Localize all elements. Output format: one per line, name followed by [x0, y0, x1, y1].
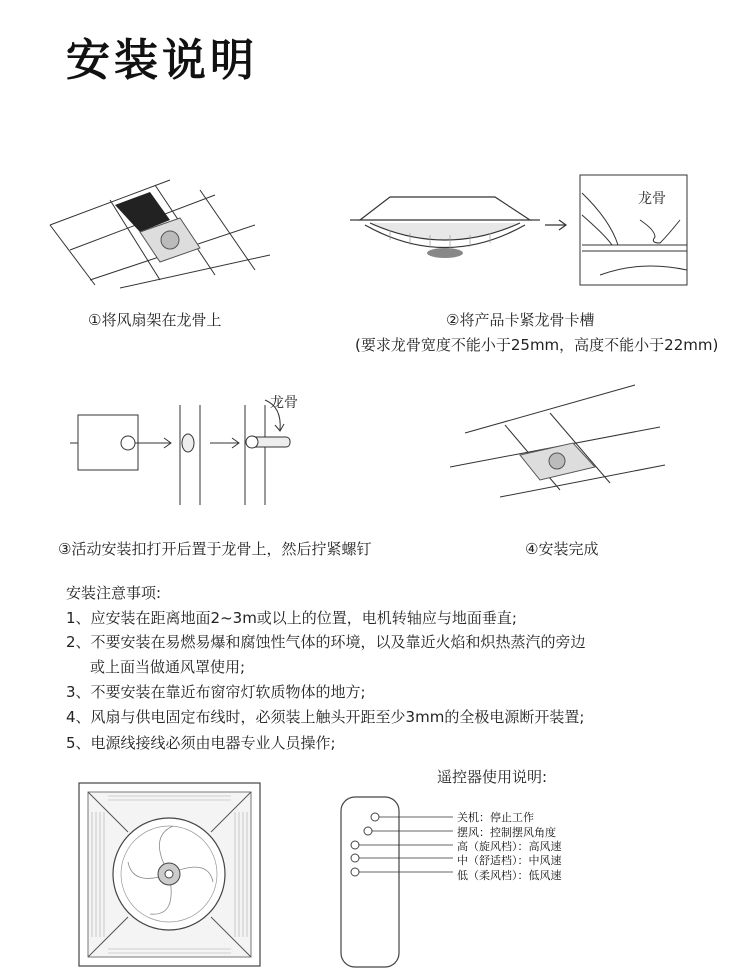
note-item-2: 2、不要安装在易燃易爆和腐蚀性气体的环境，以及靠近火焰和炽热蒸汽的旁边 [66, 633, 586, 651]
notes-title: 安装注意事项: [66, 584, 162, 602]
step1-illustration [40, 170, 280, 295]
installed-fan-icon [520, 443, 595, 480]
power-button-icon [371, 813, 379, 821]
low-speed-button-icon [351, 868, 359, 876]
remote-label-low: 低（柔风档）：低风速 [457, 869, 562, 882]
step4-illustration [445, 385, 670, 510]
mid-speed-button-icon [351, 854, 359, 862]
step2-illustration [350, 175, 690, 290]
note-item-2-cont: 或上面当做通风罩使用; [90, 658, 246, 676]
remote-label-power: 关机：停止工作 [457, 811, 534, 824]
step1-caption: ①将风扇架在龙骨上 [88, 311, 222, 329]
fan-front-view [78, 782, 261, 967]
remote-label-high: 高（旋风档）：高风速 [457, 840, 562, 853]
note-item-5: 5、电源线接线必须由电器专业人员操作; [66, 734, 336, 752]
remote-label-swing: 摆风：控制摆风角度 [457, 826, 556, 839]
remote-title: 遥控器使用说明: [437, 768, 548, 786]
remote-illustration [335, 795, 455, 970]
step2-caption: ②将产品卡紧龙骨卡槽 [446, 311, 595, 329]
page-title: 安装说明 [66, 35, 258, 86]
note-item-3: 3、不要安装在靠近布窗帘灯软质物体的地方; [66, 683, 366, 701]
note-item-4: 4、风扇与供电固定布线时，必须装上触头开距至少3mm的全极电源断开装置; [66, 708, 585, 726]
step3-illustration [70, 385, 330, 510]
note-item-1: 1、应安装在距离地面2~3m或以上的位置，电机转轴应与地面垂直; [66, 609, 517, 627]
swing-button-icon [364, 827, 372, 835]
step3-caption: ③活动安装扣打开后置于龙骨上，然后拧紧螺钉 [58, 540, 372, 558]
step2-requirement: (要求龙骨宽度不能小于25mm，高度不能小于22mm) [355, 336, 719, 354]
high-speed-button-icon [351, 841, 359, 849]
remote-label-mid: 中（舒适档）：中风速 [457, 854, 562, 867]
step4-caption: ④安装完成 [525, 540, 599, 558]
step3-callout: 龙骨 [270, 395, 298, 411]
step2-callout: 龙骨 [638, 191, 666, 207]
